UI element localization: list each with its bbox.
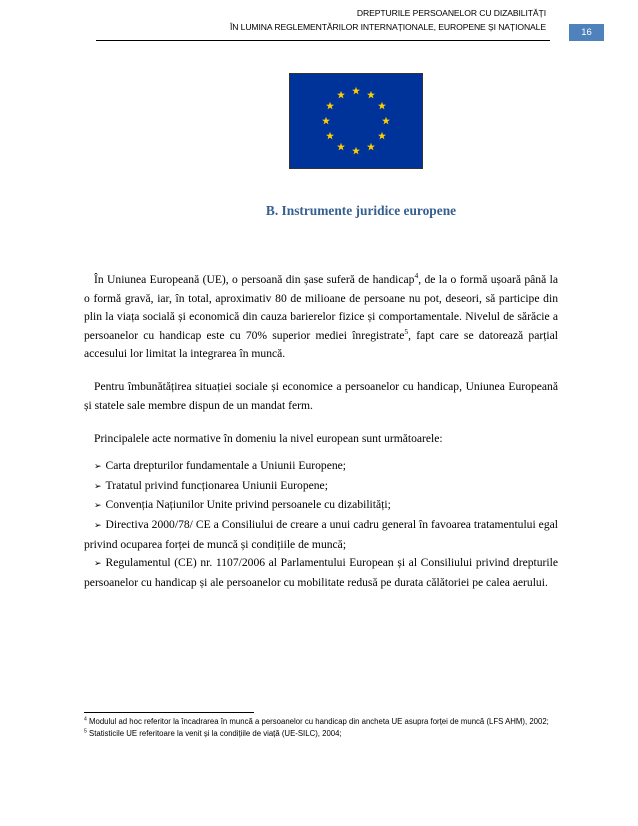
main-content [84, 271, 558, 592]
footnotes [84, 716, 558, 740]
list-item: ➢ Convenția Națiunilor Unite privind persoanele cu dizabilități; [94, 498, 391, 512]
paragraph-eu-disability: În Uniunea Europeană (UE), o persoană din șase suferă de handicap$^4$, de la o formă ușoară până la o formă gravă, iar, în total, aproximativ 80 de milioane de persoane nu pot, deseori, să participe din plin la viața socială și economică din cauza barierelor fizice și comportamentale. Nivelul de sărăcie a persoanelor cu handicap este cu 70% superior mediei înregistrate$^5$, fapt care se datorează parțial accesului lor limitat la integrarea în muncă. [84, 271, 559, 361]
list-item: ➢ Regulamentul (CE) nr. 1107/2006 al Parlamentului European și al Consiliului privind drepturile persoanelor cu handicap și ale persoanelor cu mobilitate redusă pe durata călătoriei pe calea aerului. [84, 556, 558, 589]
footnote-5: $^5$ Statisticile UE referitoare la venit și la condițiile de viață (UE-SILC), 2004; [84, 728, 342, 738]
arrow-bullet-icon: ➢ [94, 520, 102, 531]
footnote-4: $^4$ Modulul ad hoc referitor la încadrarea în muncă a persoanelor cu handicap din ancheta UE asupra forței de muncă (LFS AHM), 2002; [84, 716, 549, 726]
header-title-line1: DREPTURILE PERSOANELOR CU DIZABILITĂȚI [356, 8, 546, 18]
section-title: B. Instrumente juridice europene [265, 203, 457, 218]
page-number-badge: 16 [569, 24, 604, 41]
arrow-bullet-icon: ➢ [94, 559, 102, 570]
footnote-ref-5[interactable]: 5 [404, 326, 409, 336]
legal-acts-list [84, 457, 558, 592]
paragraph-mandate: Pentru îmbunătățirea situației sociale și economice a persoanelor cu handicap, Uniunea Europeană și statele sale membre dispun de un mandat ferm. [84, 380, 558, 412]
arrow-bullet-icon: ➢ [94, 462, 102, 473]
paragraph-list-intro: Principalele acte normative în domeniu la nivel european sunt următoarele: [94, 431, 443, 445]
footnote-separator [84, 712, 254, 713]
header-divider [96, 40, 550, 41]
list-item: ➢ Carta drepturilor fundamentale a Uniunii Europene; [94, 459, 347, 473]
running-header [86, 6, 546, 34]
arrow-bullet-icon: ➢ [94, 501, 102, 512]
list-item: ➢ Tratatul privind funcționarea Uniunii Europene; [94, 478, 328, 492]
footnote-ref-4[interactable]: 4 [414, 271, 419, 281]
header-title-line2: ÎN LUMINA REGLEMENTĂRILOR INTERNAȚIONALE, EUROPENE ȘI NAȚIONALE [229, 22, 546, 32]
eu-flag-icon [289, 73, 423, 169]
arrow-bullet-icon: ➢ [94, 481, 102, 492]
list-item: ➢ Directiva 2000/78/ CE a Consiliului de creare a unui cadru general în favoarea tratamentului egal privind ocuparea forței de muncă și condițiile de muncă; [84, 517, 558, 551]
